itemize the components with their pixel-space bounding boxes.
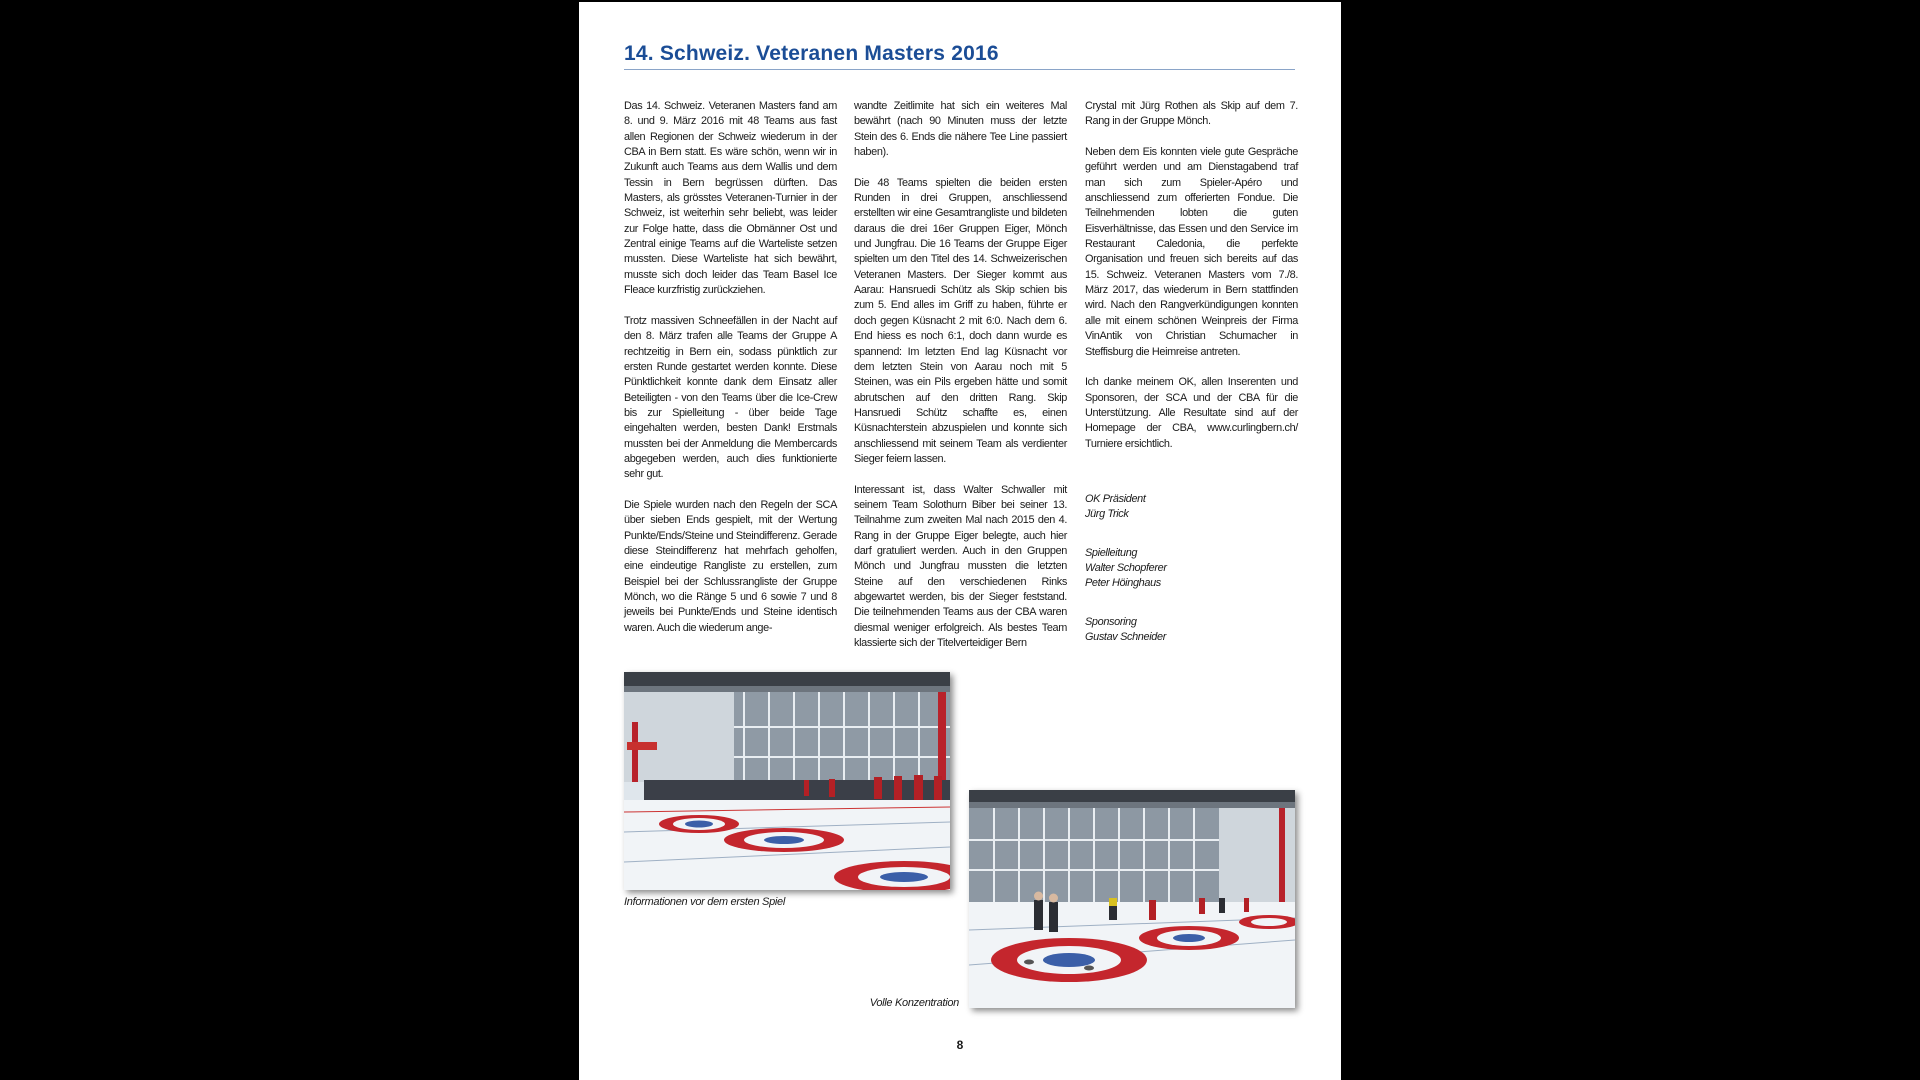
credit-ok-president xyxy=(1085,492,1298,523)
title-divider xyxy=(624,69,1295,70)
paragraph: wandte Zeitlimite hat sich ein weiteres Mal bewährt (nach 90 Minuten muss der letzte Stein des 6. Ends die nähere Tee Line passiert haben). xyxy=(854,100,1067,159)
text-column-3 xyxy=(1085,99,1298,668)
credits-block xyxy=(1085,492,1298,645)
paragraph: Interessant ist, dass Walter Schwaller mit seinem Team Solothurn Biber bei seiner 13. Teilnahme zum zweiten Mal nach 2015 den 4. Rang in der Gruppe Eiger belegte, auch hier darf gratuliert werden. Auch in den Gruppen Mönch und Jungfrau mussten die letzten Steine auf den verschiedenen Rinks abgewartet werden, bis der Sieger feststand. Die teilnehmenden Teams aus der CBA waren diesmal weniger erfolgreich. Als bestes Team klassierte sich der Titelverteidiger Bern xyxy=(854,483,1067,650)
curling-hall-photo-1 xyxy=(624,672,950,890)
credit-role: Sponsoring xyxy=(1085,615,1137,628)
credit-sponsoring xyxy=(1085,615,1298,646)
text-column-1 xyxy=(624,99,837,636)
credit-role: OK Präsident xyxy=(1085,492,1146,505)
photo-caption-1: Informationen vor dem ersten Spiel xyxy=(624,896,785,908)
paragraph: Neben dem Eis konnten viele gute Gespräche geführt werden und am Dienstagabend traf man sich zum Spieler-Apéro und anschliessend zum offerierten Fondue. Die Teilnehmenden lobten die guten Eisverhältnisse, das Essen und den Service im Restaurant Caledonia, die perfekte Organisation und freuen sich bereits auf das 15. Schweiz. Veteranen Masters vom 7./8. März 2017, das wiederum in Bern stattfinden wird. Nach den Rangverkündigungen konnten alle mit einem schönen Weinpreis der Firma VinAntik von Christian Schumacher in Steffisburg die Heimreise antreten. xyxy=(1085,146,1298,358)
paragraph: Die Spiele wurden nach den Regeln der SCA über sieben Ends gespielt, mit der Wertung Punkte/Ends/Steine und Steindifferenz. Gerade diese Steindifferenz hat mehrfach geholfen, eine eindeutige Rangliste zu erstellen, zum Beispiel bei der Schlussrangliste der Gruppe Mönch, wo die Ränge 5 und 6 sowie 7 und 8 jeweils bei Punkte/Ends und Steine identisch waren. Auch die wiederum ange- xyxy=(624,498,837,634)
article-title: 14. Schweiz. Veteranen Masters 2016 xyxy=(624,42,999,65)
credit-name: Gustav Schneider xyxy=(1085,630,1166,643)
credit-role: Spielleitung xyxy=(1085,546,1138,559)
photo-caption-2: Volle Konzentration xyxy=(869,997,959,1009)
paragraph: Das 14. Schweiz. Veteranen Masters fand am 8. und 9. März 2016 mit 48 Teams aus fast allen Regionen der Schweiz wiederum in der CBA in Bern statt. Es wäre schön, wenn wir in Zukunft auch Teams aus dem Wallis und dem Tessin in Bern begrüssen dürften. Das Masters, als grösstes Veteranen-Turnier in der Schweiz, ist weiterhin sehr beliebt, was leider zur Folge hatte, dass die Obmänner Ost und Zentral einige Teams auf die Warteliste setzen mussten. Diese Warteliste hat sich bewährt, musste sich doch leider das Team Basel Ice Fleace kurzfristig zurückziehen. xyxy=(624,100,837,297)
credit-spielleitung xyxy=(1085,546,1298,592)
paragraph: Die 48 Teams spielten die beiden ersten Runden in drei Gruppen, anschliessend erstellten wir eine Gesamtrangliste und bildeten daraus die drei 16er Gruppen Eiger, Mönch und Jungfrau. Die 16 Teams der Gruppe Eiger spielten um den Titel des 14. Schweizerischen Veteranen Masters. Der Sieger kommt aus Aarau: Hansruedi Schütz als Skip schien bis zum 5. End alles im Griff zu haben, führte er doch gegen Küsnacht 2 mit 6:0. Nach dem 6. End hiess es noch 6:1, doch dann wurde es spannend: Im letzten End lag Küsnacht vor dem letzten Stein von Aarau noch mit 5 Steinen, was ein Pils ergeben hätte und somit abrutschen auf den dritten Rang. Skip Hansruedi Schütz schaffte es, einen Küsnachterstein abzuspielen und konnte sich anschliessend mit seinem Team als verdienter Sieger feiern lassen. xyxy=(854,176,1067,465)
text-column-2 xyxy=(854,99,1067,651)
credit-name: Walter Schopferer xyxy=(1085,561,1167,574)
credit-name: Jürg Trick xyxy=(1085,508,1129,521)
document-page xyxy=(579,2,1341,1080)
curling-hall-photo-2 xyxy=(969,790,1295,1008)
page-number: 8 xyxy=(956,1038,964,1052)
credit-name: Peter Höinghaus xyxy=(1085,577,1161,590)
paragraph: Trotz massiven Schneefällen in der Nacht auf den 8. März trafen alle Teams der Gruppe A rechtzeitig in Bern ein, sodass pünktlich zur ersten Runde gestartet werden konnte. Diese Pünktlichkeit konnte dank dem Einsatz aller Beteiligten - von den Teams über die Ice-Crew bis zur Spielleitung - über beide Tage eingehalten werden, besten Dank! Erstmals mussten bei der Anmeldung die Membercards abgegeben werden, auch dies funktionierte sehr gut. xyxy=(624,314,837,481)
paragraph: Crystal mit Jürg Rothen als Skip auf dem 7. Rang in der Gruppe Mönch. xyxy=(1085,100,1298,128)
paragraph: Ich danke meinem OK, allen Inserenten und Sponsoren, der SCA und der CBA für die Unterstützung. Alle Resultate sind auf der Homepage der CBA, www.curlingbern.ch/ Turniere ersichtlich. xyxy=(1085,376,1298,450)
